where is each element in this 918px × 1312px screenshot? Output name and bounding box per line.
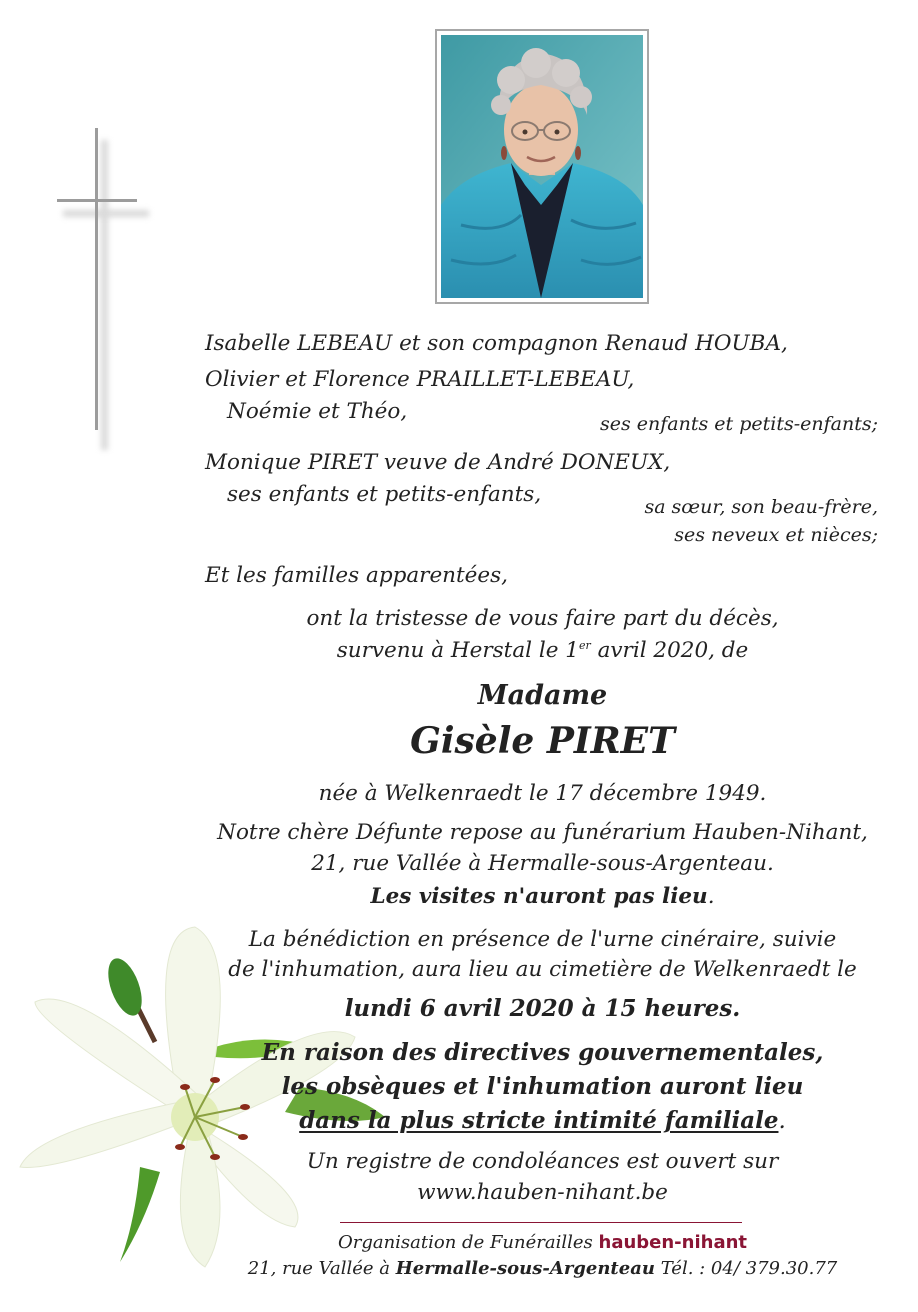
register-line: Un registre de condoléances est ouvert sur — [306, 1149, 779, 1174]
notice-line: dans la plus stricte intimité familiale. — [299, 1107, 786, 1134]
relation-label: ses enfants et petits-enfants; — [600, 413, 878, 435]
notice-line: En raison des directives gouvernementales, — [261, 1039, 824, 1066]
register-url[interactable]: www.hauben-nihant.be — [417, 1180, 668, 1205]
announcement-line: ont la tristesse de vous faire part du décès, — [306, 606, 779, 631]
cross-shadow — [63, 210, 149, 217]
deceased-name: Gisèle PIRET — [410, 720, 675, 762]
family-line: Monique PIRET veuve de André DONEUX, — [205, 450, 671, 475]
family-line: Olivier et Florence PRAILLET-LEBEAU, — [205, 367, 635, 392]
footer-address: 21, rue Vallée à Hermalle-sous-Argenteau Tél. : 04/ 379.30.77 — [247, 1258, 838, 1279]
portrait-photo — [441, 35, 643, 298]
footer-organisation: Organisation de Funérailles hauben-nihant — [337, 1232, 748, 1253]
cross-shadow — [101, 140, 108, 450]
notice-line: les obsèques et l'inhumation auront lieu — [281, 1073, 804, 1100]
family-line: Et les familles apparentées, — [205, 563, 508, 588]
family-line: Noémie et Théo, — [227, 399, 408, 424]
cross-icon — [95, 128, 98, 430]
family-line: Isabelle LEBEAU et son compagnon Renaud HOUBA, — [205, 331, 788, 356]
visits-line: Les visites n'auront pas lieu. — [370, 884, 715, 909]
ceremony-line: La bénédiction en présence de l'urne cinéraire, suivie — [248, 927, 837, 952]
family-line: ses enfants et petits-enfants, — [227, 482, 542, 507]
repose-line: 21, rue Vallée à Hermalle-sous-Argenteau. — [311, 851, 774, 876]
deceased-title: Madame — [477, 680, 608, 711]
ceremony-date: lundi 6 avril 2020 à 15 heures. — [344, 995, 741, 1022]
footer-divider — [340, 1222, 742, 1223]
relation-label: ses neveux et nièces; — [674, 524, 878, 546]
brand-logo: hauben-nihant — [598, 1232, 748, 1253]
relation-label: sa sœur, son beau-frère, — [644, 496, 878, 518]
announcement-line: survenu à Herstal le 1er avril 2020, de — [336, 638, 749, 664]
birth-line: née à Welkenraedt le 17 décembre 1949. — [318, 781, 767, 806]
repose-line: Notre chère Défunte repose au funérarium Hauben-Nihant, — [217, 820, 868, 845]
ceremony-line: de l'inhumation, aura lieu au cimetière de Welkenraedt le — [228, 957, 857, 982]
cross-icon — [57, 199, 137, 202]
